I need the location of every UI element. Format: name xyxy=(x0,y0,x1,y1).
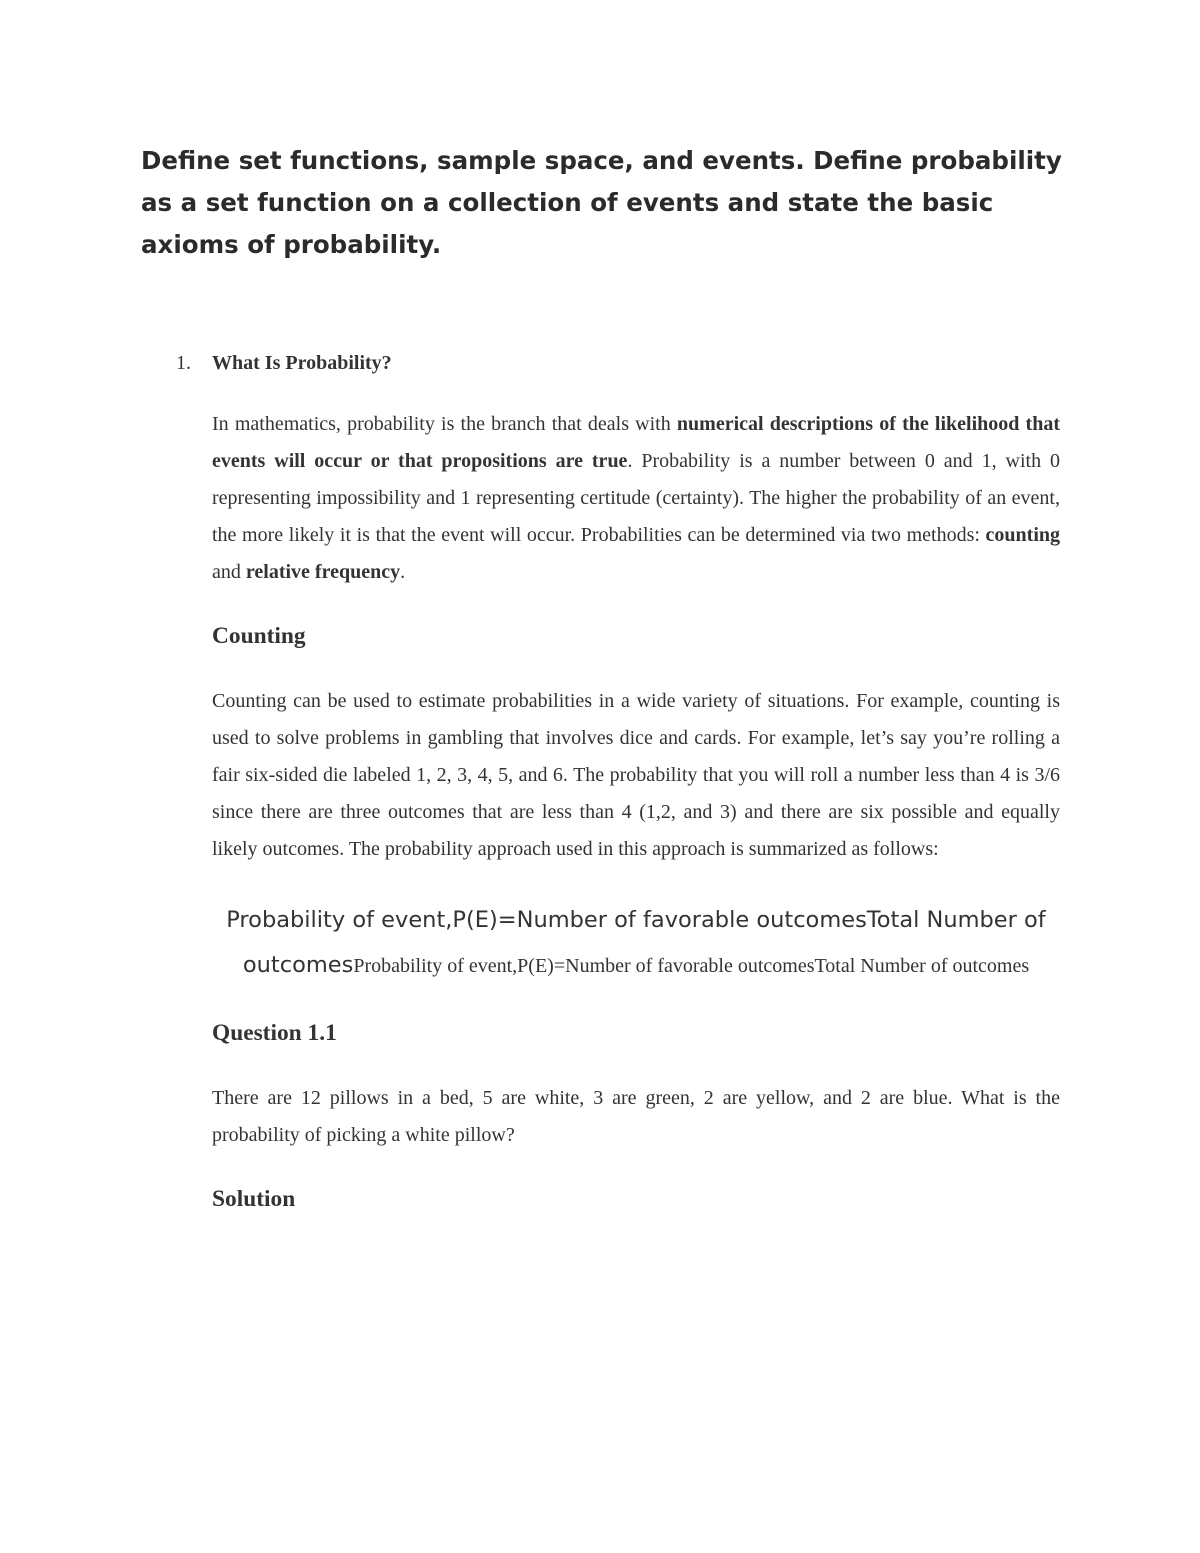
section-what-is-probability xyxy=(176,346,1060,1216)
intro-text-4: . xyxy=(400,561,406,583)
section-number: 1. xyxy=(176,352,191,374)
question-text: There are 12 pillows in a bed, 5 are white, 3 are green, 2 are yellow, and 2 are blue. What is the probability of picking a white pillow? xyxy=(212,1087,1060,1146)
document-title: Define set functions, sample space, and events. Define probability as a set function on a collection of events and state the basic axioms of probability. xyxy=(141,146,1062,259)
section-body xyxy=(212,380,1060,1216)
solution-heading: Solution xyxy=(212,1186,296,1212)
probability-formula xyxy=(212,898,1060,988)
intro-text-2: . Probability is a number between 0 and 1, with 0 representing impossibility and 1 representing certitude (certainty). The higher the probability of an event, the more likely it is that the event will occur. Probabilities can be determined via two methods: xyxy=(212,450,1060,546)
counting-paragraph: Counting can be used to estimate probabilities in a wide variety of situations. For example, counting is used to solve problems in gambling that involves dice and cards. For example, let’s say you’re rolling a fair six-sided die labeled 1, 2, 3, 4, 5, and 6. The probability that you will roll a number less than 4 is 3/6 since there are three outcomes that are less than 4 (1,2, and 3) and there are six possible and equally likely outcomes. The probability approach used in this approach is summarized as follows: xyxy=(212,690,1060,860)
intro-bold-counting: counting xyxy=(985,524,1060,546)
intro-paragraph xyxy=(212,406,1060,591)
intro-text-3: and xyxy=(212,561,246,583)
intro-text-1: In mathematics, probability is the branch that deals with xyxy=(212,413,677,435)
formula-rendered: Probability of event,P(E)=Number of favorable outcomesTotal Number of outcomes xyxy=(226,907,1046,978)
counting-heading: Counting xyxy=(212,623,306,649)
intro-bold-relative-frequency: relative frequency xyxy=(245,561,401,583)
intro-bold-definition: numerical descriptions of the likelihood that events will occur or that propositions are true xyxy=(212,413,1061,472)
question-heading: Question 1.1 xyxy=(212,1020,337,1046)
section-heading xyxy=(176,346,1060,380)
formula-source-text: Probability of event,P(E)=Number of favorable outcomesTotal Number of outcomes xyxy=(353,955,1030,977)
section-title: What Is Probability? xyxy=(212,352,392,374)
